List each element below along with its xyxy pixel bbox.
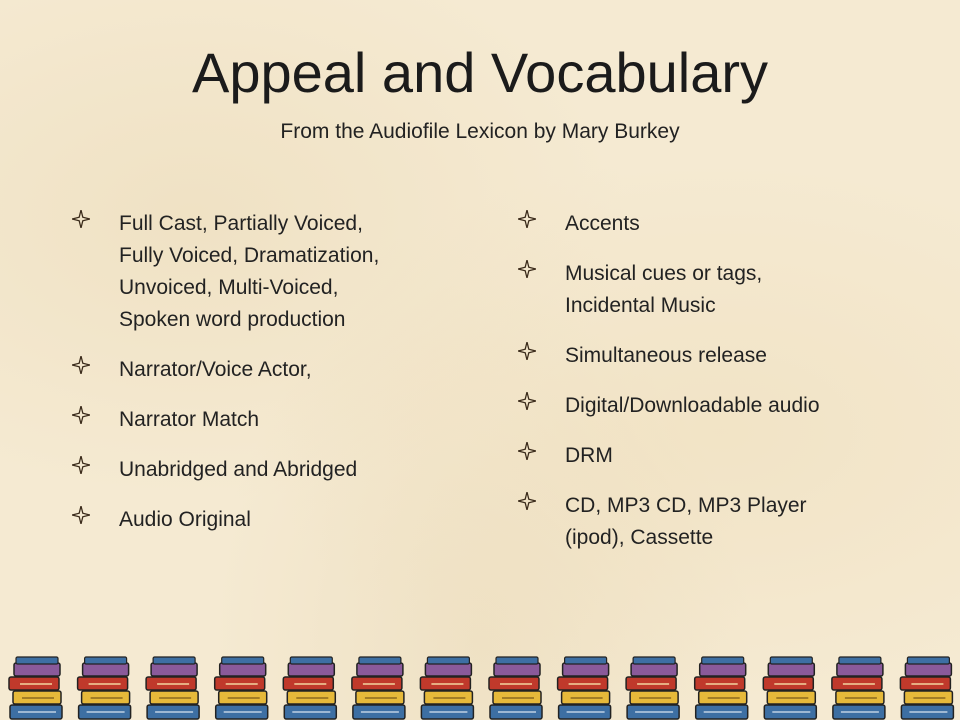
book-stack-icon — [763, 657, 816, 719]
list-item — [518, 258, 918, 322]
list-item-text: Narrator/Voice Actor, — [119, 358, 312, 381]
book-stack-icon — [558, 657, 611, 719]
list-item-text: Unabridged and Abridged — [119, 458, 358, 481]
list-item — [518, 208, 918, 240]
four-point-star-icon — [72, 406, 90, 424]
list-item-text: DRM — [565, 444, 613, 467]
list-item-text: Simultaneous release — [565, 344, 767, 367]
book-stack-icon — [146, 657, 199, 719]
four-point-star-icon — [518, 342, 536, 360]
four-point-star-icon — [518, 392, 536, 410]
four-point-star-icon — [518, 260, 536, 278]
book-stack-icon — [489, 657, 542, 719]
list-item — [72, 404, 452, 436]
list-item-text: Digital/Downloadable audio — [565, 394, 820, 417]
list-item — [72, 454, 452, 486]
left-bullet-list — [72, 208, 452, 554]
book-stack-icon — [900, 657, 953, 719]
slide-title: Appeal and Vocabulary — [192, 41, 768, 104]
list-item-text: Full Cast, Partially Voiced, Fully Voiced, Dramatization, Unvoiced, Multi-Voiced, Spoken word production — [119, 212, 380, 331]
list-item — [72, 504, 452, 536]
four-point-star-icon — [518, 492, 536, 510]
list-item — [518, 390, 918, 422]
book-stack-icon — [283, 657, 336, 719]
list-item-text: CD, MP3 CD, MP3 Player (ipod), Cassette — [565, 494, 807, 549]
book-stack-icon — [352, 657, 405, 719]
four-point-star-icon — [518, 442, 536, 460]
four-point-star-icon — [72, 506, 90, 524]
four-point-star-icon — [518, 210, 536, 228]
four-point-star-icon — [72, 210, 90, 228]
list-item — [72, 208, 452, 336]
slide-subtitle: From the Audiofile Lexicon by Mary Burkey — [280, 120, 680, 143]
list-item-text: Narrator Match — [119, 408, 260, 431]
book-stack-icon — [832, 657, 885, 719]
list-item — [518, 440, 918, 472]
four-point-star-icon — [72, 456, 90, 474]
list-item-text: Musical cues or tags, Incidental Music — [565, 262, 763, 317]
book-stack-icon — [420, 657, 473, 719]
book-stack-icon — [626, 657, 679, 719]
book-stack-icon — [78, 657, 131, 719]
list-item — [518, 490, 918, 554]
four-point-star-icon — [72, 356, 90, 374]
book-stack-icon — [695, 657, 748, 719]
right-bullet-list — [518, 208, 918, 572]
list-item — [518, 340, 918, 372]
list-item-text: Audio Original — [119, 508, 251, 531]
list-item-text: Accents — [565, 212, 640, 235]
list-item — [72, 354, 452, 386]
book-border — [0, 656, 960, 720]
book-stack-icon — [215, 657, 268, 719]
book-stack-icon — [9, 657, 62, 719]
